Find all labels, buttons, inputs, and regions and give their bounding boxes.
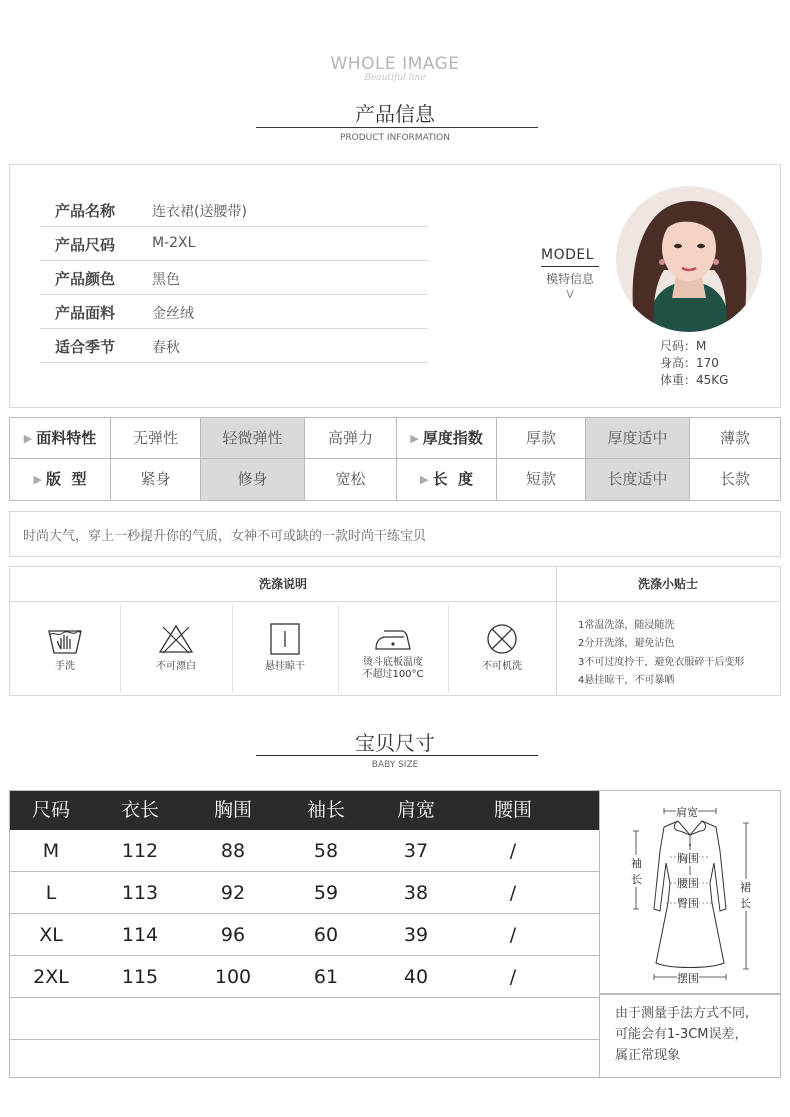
size-cell: 88 <box>220 840 246 862</box>
size-header-cell: 胸围 <box>213 799 252 821</box>
table-row-empty <box>10 998 599 1040</box>
feature-label-fabric: ▶ 面料特性 <box>10 418 111 459</box>
wash-label: 不可漂白 <box>156 661 196 672</box>
section-title-cn: 产品信息 <box>355 102 435 126</box>
size-cell: 2XL <box>33 966 69 988</box>
feature-label-fit: ▶ 版 型 <box>10 459 111 500</box>
wash-item <box>10 601 120 695</box>
size-cell: 59 <box>313 882 339 904</box>
model-stat-height: 身高：170 <box>660 356 719 370</box>
feature-option: 薄款 <box>719 429 750 447</box>
info-label: 产品面料 <box>55 304 116 322</box>
size-cell: 112 <box>121 840 159 862</box>
wash-label: 烫斗底板温度 不超过100°C <box>362 657 424 680</box>
model-divider <box>541 266 599 267</box>
dress-diagram <box>600 790 781 994</box>
wash-item <box>448 601 556 695</box>
diagram-label-hem: 摆围 <box>677 972 699 985</box>
table-row <box>10 914 599 956</box>
size-cell: / <box>509 840 517 862</box>
note-line: 由于测量手法方式不同, <box>615 1006 750 1021</box>
table-row <box>10 872 599 914</box>
feature-option: 短款 <box>497 459 586 500</box>
section-subtitle: PRODUCT INFORMATION <box>339 133 451 143</box>
size-cell: 39 <box>403 924 429 946</box>
size-cell: 113 <box>121 882 159 904</box>
size-header-cell: 腰围 <box>493 799 532 821</box>
wash-label: 不可机洗 <box>482 661 522 672</box>
size-cell: / <box>509 882 517 904</box>
dress-outline-icon <box>600 791 780 993</box>
model-title-en: MODEL <box>541 247 595 263</box>
info-row-color <box>40 261 428 295</box>
section-title-en: WHOLE IMAGE <box>330 54 460 74</box>
size-header-cell: 袖长 <box>306 799 345 821</box>
diagram-label-chest: 胸围 <box>677 852 699 865</box>
wash-tip: 2分开洗涤，避免沾色 <box>578 638 675 649</box>
feature-option: 长款 <box>719 470 750 488</box>
size-cell: 100 <box>214 966 252 988</box>
info-row-fabric <box>40 295 428 329</box>
hang-dry-icon <box>266 623 304 655</box>
no-machine-wash-icon <box>483 623 521 655</box>
size-cell: 60 <box>313 924 339 946</box>
wash-tip: 4悬挂晾干，不可暴晒 <box>578 675 675 686</box>
divider <box>556 567 557 695</box>
triangle-icon: ▶ <box>23 432 33 445</box>
diagram-label-sleeve: 长 <box>631 873 642 886</box>
wash-item <box>120 601 232 695</box>
info-value: 黑色 <box>152 272 180 288</box>
triangle-icon: ▶ <box>410 432 419 445</box>
feature-option-selected: 长度适中 <box>586 459 690 500</box>
info-label: 产品名称 <box>55 202 116 220</box>
feature-table <box>9 417 781 501</box>
diagram-label-skirt: 裙 <box>740 881 751 894</box>
wash-tip: 1常温洗涤，随浸随洗 <box>578 620 675 631</box>
hand-wash-icon <box>46 623 84 655</box>
model-title-cn: 模特信息 <box>545 272 594 286</box>
note-line: 属正常现象 <box>615 1048 681 1063</box>
size-cell: 115 <box>121 966 159 988</box>
size-cell: 92 <box>220 882 246 904</box>
size-cell: 58 <box>313 840 339 862</box>
washing-title: 洗涤说明 <box>258 577 307 591</box>
info-value: 连衣裙(送腰带) <box>152 204 247 220</box>
size-subtitle: BABY SIZE <box>371 760 419 770</box>
model-stat-size: 尺码：M <box>660 339 707 353</box>
feature-label-length: ▶ 长 度 <box>397 459 497 500</box>
info-label: 适合季节 <box>55 338 116 356</box>
model-arrow: V <box>566 288 574 301</box>
size-cell: 40 <box>403 966 429 988</box>
feature-option: 厚款 <box>497 418 586 459</box>
diagram-label-shoulder: 肩宽 <box>676 806 698 819</box>
diagram-label-hip: 臀围 <box>677 897 699 910</box>
diagram-label-waist: 腰围 <box>677 877 699 890</box>
size-cell: / <box>509 966 517 988</box>
table-row <box>10 956 599 998</box>
wash-item <box>338 601 448 695</box>
wash-item <box>232 601 338 695</box>
feature-option-selected: 轻微弹性 <box>201 418 305 459</box>
tagline: 时尚大气，穿上一秒提升你的气质，女神不可或缺的一款时尚干练宝贝 <box>9 511 781 557</box>
size-title-cn: 宝贝尺寸 <box>355 731 435 755</box>
divider <box>256 127 538 128</box>
wash-label: 手洗 <box>55 661 75 672</box>
feature-option: 宽松 <box>305 459 397 500</box>
section-script: Beautiful line <box>364 73 426 83</box>
washing-tips-title: 洗涤小贴士 <box>637 577 698 591</box>
feature-label-thickness: ▶ 厚度指数 <box>397 418 497 459</box>
measurement-note <box>600 994 781 1078</box>
feature-option: 高弹力 <box>305 418 397 459</box>
diagram-label-sleeve: 袖 <box>631 857 642 870</box>
feature-option-selected: 厚度适中 <box>586 418 690 459</box>
size-cell: 96 <box>220 924 246 946</box>
size-table <box>9 790 600 1078</box>
info-label: 产品颜色 <box>55 270 116 288</box>
size-cell: M <box>42 840 60 862</box>
size-header-cell: 肩宽 <box>396 799 435 821</box>
info-row-size <box>40 227 428 261</box>
size-cell: L <box>45 882 57 904</box>
info-label: 产品尺码 <box>55 236 116 254</box>
note-line: 可能会有1-3CM误差， <box>615 1027 748 1042</box>
size-cell: 61 <box>313 966 339 988</box>
divider <box>256 755 538 756</box>
wash-tip: 3不可过度拎干，避免衣服碎干后变形 <box>578 657 745 668</box>
info-value: 金丝绒 <box>152 306 194 322</box>
triangle-icon: ▶ <box>33 473 42 486</box>
wash-label: 悬挂晾干 <box>265 661 305 672</box>
diagram-label-skirt: 长 <box>740 897 751 910</box>
size-cell: XL <box>39 924 63 946</box>
size-cell: 38 <box>403 882 429 904</box>
model-avatar <box>616 186 762 332</box>
size-header-cell: 尺码 <box>31 799 70 821</box>
size-table-header <box>10 791 599 830</box>
size-cell: 37 <box>403 840 429 862</box>
info-value: 春秋 <box>152 340 180 356</box>
divider <box>9 458 781 459</box>
iron-icon <box>374 623 412 655</box>
info-row-name <box>40 193 428 227</box>
no-bleach-icon <box>157 623 195 655</box>
feature-option: 紧身 <box>111 459 201 500</box>
triangle-icon: ▶ <box>420 473 429 486</box>
size-cell: / <box>509 924 517 946</box>
model-stat-weight: 体重：45KG <box>660 373 729 387</box>
info-value: M-2XL <box>152 235 196 251</box>
table-row <box>10 830 599 872</box>
feature-option: 无弹性 <box>111 418 201 459</box>
feature-option-selected: 修身 <box>201 459 305 500</box>
size-cell: 114 <box>121 924 159 946</box>
size-header-cell: 衣长 <box>120 799 159 821</box>
info-row-season <box>40 329 428 363</box>
